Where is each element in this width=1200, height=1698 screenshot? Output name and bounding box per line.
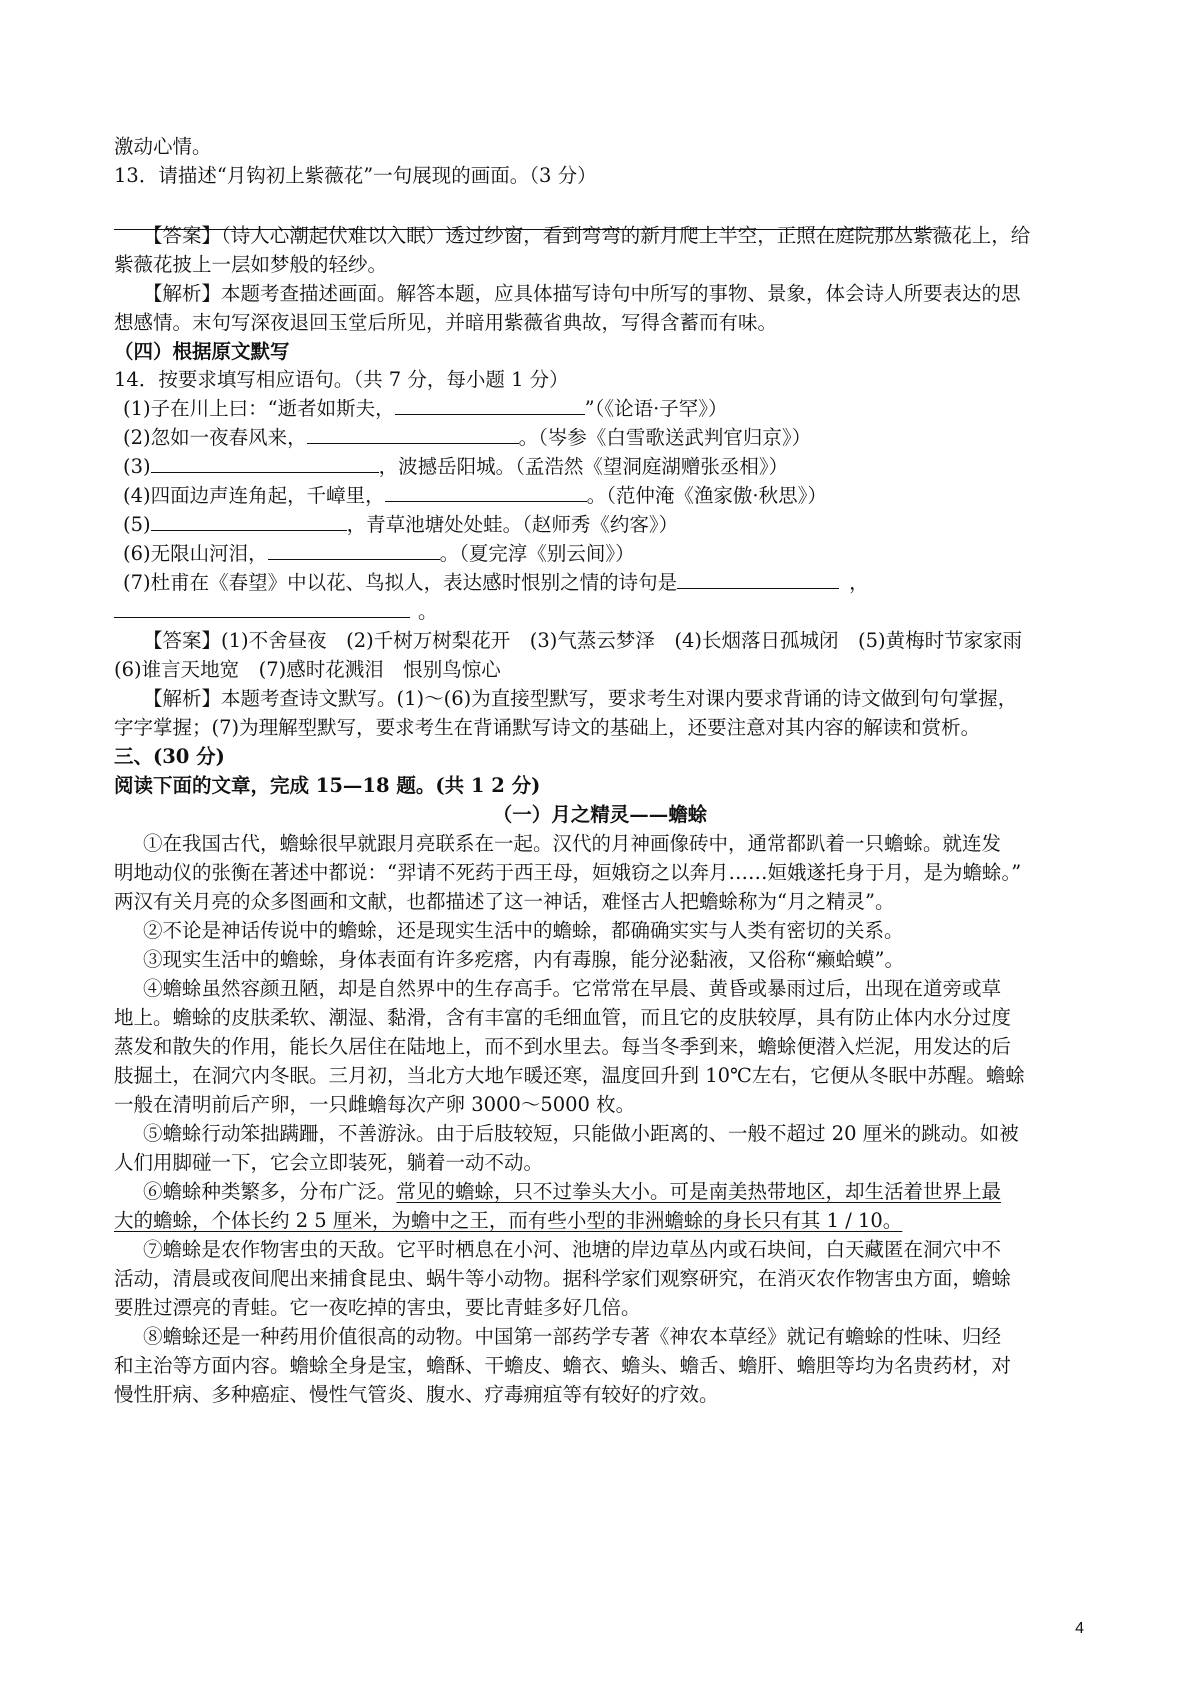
fill-item-7-cont: 。 [114,598,438,626]
text-line: 紫薇花披上一层如梦般的轻纱。 [114,253,388,276]
paragraph-5: ⑤蟾蜍行动笨拙蹒跚，不善游泳。由于后肢较短，只能做小距离的、一般不超过 20 厘米的跳动。如被 [143,1122,1019,1145]
text-line: 人们用脚碰一下，它会立即装死，躺着一动不动。 [114,1151,544,1174]
fill-item-2: (2)忽如一夜春风来， 。（岑参《白雪歌送武判官归京》） [123,426,812,449]
underlined-sentence-cont: 大的蟾蜍，个体长约 2 5 厘米，为蟾中之王，而有些小型的非洲蟾蜍的身长只有其 1 / 10。 [114,1209,903,1232]
paragraph-3: ③现实生活中的蟾蜍，身体表面有许多疙瘩，内有毒腺，能分泌黏液，又俗称“癞蛤蟆”。 [143,948,904,971]
text-line: 慢性肝病、多种癌症、慢性气管炎、腹水、疗毒痈疽等有较好的疗效。 [114,1383,719,1406]
fill-blank [268,541,440,560]
text-line: 活动，清晨或夜间爬出来捕食昆虫、蜗牛等小动物。据科学家们观察研究，在消灭农作物害虫方面，蟾蜍 [114,1267,1012,1290]
question-13: 13．请描述“月钩初上紫薇花”一句展现的画面。（3 分） [114,164,597,187]
paragraph-1: ①在我国古代，蟾蜍很早就跟月亮联系在一起。汉代的月神画像砖中，通常都趴着一只蟾蜍。就连发 [143,832,1002,855]
paragraph-4: ④蟾蜍虽然容颜丑陋，却是自然界中的生存高手。它常常在早晨、黄昏或暴雨过后，出现在道旁或草 [143,977,1002,1000]
analysis-14: 【解析】本题考查诗文默写。(1)～(6)为直接型默写，要求考生对课内要求背诵的诗文做到句句掌握， [143,687,1018,710]
answer-13: 【答案】（诗人心潮起伏难以入眠）透过纱窗，看到弯弯的新月爬上半空，正照在庭院那丛紫薇花上，给 [143,224,1031,247]
fill-blank [151,454,379,473]
fill-item-6: (6)无限山河泪， 。（夏完淳《别云间》） [123,542,635,565]
paragraph-7: ⑦蟾蜍是农作物害虫的天敌。它平时栖息在小河、池塘的岸边草丛内或石块间，白天藏匿在洞穴中不 [143,1238,1002,1261]
page-number: 4 [1075,1620,1084,1637]
text-line: 明地动仪的张衡在著述中都说：“羿请不死药于西王母，姮娥窃之以奔月……姮娥遂托身于月，是为蟾蜍。” [114,861,1022,884]
fill-blank [395,396,585,415]
section-three-heading: 三、(30 分) [114,745,225,768]
text-line: 地上。蟾蜍的皮肤柔软、潮湿、黏滑，含有丰富的毛细血管，而且它的皮肤较厚，具有防止体内水分过度 [114,1006,1012,1029]
text-line: (6)谁言天地宽 (7)感时花溅泪 恨别鸟惊心 [114,658,501,681]
answer-14: 【答案】(1)不舍昼夜 (2)千树万树梨花开 (3)气蒸云梦泽 (4)长烟落日孤城闭 (5)黄梅时节家家雨 [143,629,1023,652]
text-line: 和主治等方面内容。蟾蜍全身是宝，蟾酥、干蟾皮、蟾衣、蟾头、蟾舌、蟾肝、蟾胆等均为名贵药材，对 [114,1354,1012,1377]
paragraph-8: ⑧蟾蜍还是一种药用价值很高的动物。中国第一部药学专著《神农本草经》就记有蟾蜍的性味、归经 [143,1325,1002,1348]
fill-item-5: (5) ，青草池塘处处蛙。（赵师秀《约客》） [123,513,679,536]
fill-item-4: (4)四面边声连角起，千嶂里， 。（范仲淹《渔家傲·秋思》） [123,484,827,507]
paragraph-2: ②不论是神话传说中的蟾蜍，还是现实生活中的蟾蜍，都确确实实与人类有密切的关系。 [143,919,904,942]
fill-item-7: (7)杜甫在《春望》中以花、鸟拟人，表达感时恨别之情的诗句是 ， [123,571,869,594]
text-line: 要胜过漂亮的青蛙。它一夜吃掉的害虫，要比青蛙多好几倍。 [114,1296,641,1319]
paragraph-6: ⑥蟾蜍种类繁多，分布广泛。常见的蟾蜍，只不过拳头大小。可是南美热带地区，却生活着世界上最 [143,1180,1002,1203]
fill-item-3: (3) ，波撼岳阳城。（孟浩然《望洞庭湖赠张丞相》） [123,455,789,478]
fill-blank [114,599,410,618]
text-line: 想感情。末句写深夜退回玉堂后所见，并暗用紫薇省典故，写得含蓄而有味。 [114,311,778,334]
reading-instruction: 阅读下面的文章，完成 15—18 题。(共 1 2 分) [114,774,541,797]
question-14: 14．按要求填写相应语句。（共 7 分，每小题 1 分） [114,368,569,391]
fill-blank [677,570,839,589]
article-title: （一）月之精灵——蟾蜍 [492,803,708,826]
text-line: 激动心情。 [114,135,212,158]
text-line: 肢掘土，在洞穴内冬眠。三月初，当北方大地乍暖还寒，温度回升到 10℃左右，它便从冬眠中苏醒。蟾蜍 [114,1064,1025,1087]
fill-blank [151,512,347,531]
fill-blank [385,483,587,502]
text-line: 一般在清明前后产卵，一只雌蟾每次产卵 3000～5000 枚。 [114,1093,636,1116]
fill-item-1: (1)子在川上曰：“逝者如斯夫， ”（《论语·子罕》） [123,397,728,420]
fill-blank [307,425,519,444]
text-line: 两汉有关月亮的众多图画和文献，也都描述了这一神话，难怪古人把蟾蜍称为“月之精灵”。 [114,890,895,913]
analysis-13: 【解析】本题考查描述画面。解答本题，应具体描写诗句中所写的事物、景象，体会诗人所要表达的思 [143,282,1021,305]
text-line: 字字掌握；(7)为理解型默写，要求考生在背诵默写诗文的基础上，还要注意对其内容的解读和赏析。 [114,716,981,739]
section-heading: （四）根据原文默写 [114,340,290,363]
text-line: 蒸发和散失的作用，能长久居住在陆地上，而不到水里去。每当冬季到来，蟾蜍便潜入烂泥，用发达的后 [114,1035,1012,1058]
underlined-sentence: 常见的蟾蜍，只不过拳头大小。可是南美热带地区，却生活着世界上最 [396,1180,1002,1203]
